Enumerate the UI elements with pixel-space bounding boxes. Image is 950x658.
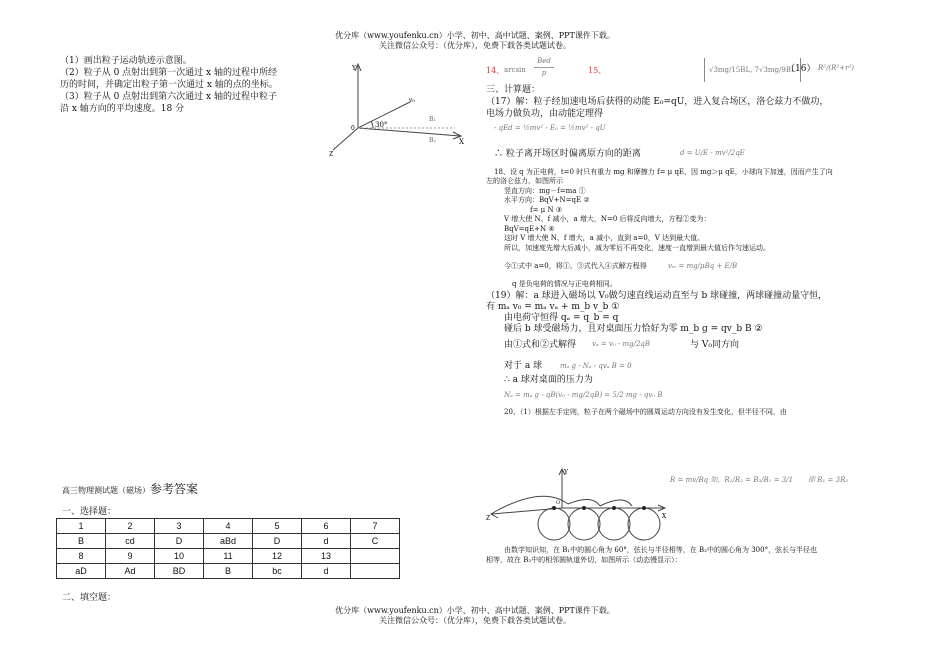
q18-line: 所以，加速度先增大后减小，减为零后不再变化，速度一直增到最大值后作匀速运动。 [504, 244, 770, 252]
fill15-expr: √3mg/15BL, 7√3mg/9BL [704, 58, 801, 82]
q19-line-5-eq: vₐ = v₀ - mg/2qB [592, 340, 651, 348]
q18-line: q 是负电荷的情况与正电荷相同。 [512, 280, 617, 288]
q19-line-3: 由电荷守恒得 qₐ = q_b = q [504, 313, 619, 323]
table-cell: d [302, 534, 351, 549]
header-line-2: 关注微信公众号：（优分库），免费下载各类试题试卷。 [379, 41, 571, 50]
answer-title-small: 高三物理测试题（磁场） [62, 486, 150, 495]
fill14-den: p [541, 69, 547, 77]
table-cell: Ad [106, 564, 155, 579]
table-cell: 4 [204, 519, 253, 534]
q18-line: 竖直方向：mg－f=ma ① [504, 187, 586, 195]
q18-line: V 增大使 N、f 减小，a 增大，N=0 后将反向增大，方程②变为： [504, 215, 711, 223]
orbit-origin-label: O [556, 500, 561, 506]
table-cell: 9 [106, 549, 155, 564]
footer-line-2: 关注微信公众号：（优分库），免费下载各类试题试卷。 [379, 616, 571, 625]
fill14-expr: arcsin [504, 66, 526, 74]
table-cell: C [351, 534, 400, 549]
q18-equation: vₘ = mg/μBq + E/B [668, 262, 738, 270]
table-cell: D [155, 534, 204, 549]
question-line: （1）画出粒子运动轨迹示意图。 [60, 56, 192, 66]
answer-title-big: 参考答案 [150, 482, 199, 496]
table-cell: 10 [155, 549, 204, 564]
table-cell [351, 549, 400, 564]
section-calc: 三、计算题： [486, 85, 541, 95]
q17-conclusion-eq: d = U/E - mv²/2qE [680, 149, 745, 157]
answer-title [62, 478, 198, 497]
orbit-y-label: Y [564, 469, 568, 476]
table-cell [351, 564, 400, 579]
table-cell: aD [57, 564, 106, 579]
table-cell: BD [155, 564, 204, 579]
q20-para-2: 相等，故在 B₂中的相邻圆轨道外切，如图所示（动态慢显示）： [486, 556, 682, 564]
table-cell: bc [253, 564, 302, 579]
b2-label: B₂ [429, 137, 436, 144]
header-line-1: 优分库（www.youfenku.cn）小学、初中、高中试题、案例、PPT课件下载。 [335, 31, 615, 40]
table-cell: 7 [351, 519, 400, 534]
footer-line-1: 优分库（www.youfenku.cn）小学、初中、高中试题、案例、PPT课件下载。 [335, 606, 615, 615]
question-block [60, 55, 278, 115]
table-cell: 8 [57, 549, 106, 564]
q19-line-2: 有 mₐ v₀ = mₐ vₐ + m_b v_b ① [486, 302, 620, 312]
q18-line: 水平方向：BqV+N=qE ② [504, 196, 590, 204]
table-cell: 5 [253, 519, 302, 534]
axes-figure [325, 58, 465, 158]
q17-equation: - qEd = ½mv² - E₀ = ½mv² - qU [494, 124, 606, 132]
table-cell: B [57, 534, 106, 549]
table-cell: D [253, 534, 302, 549]
table-cell: B [204, 564, 253, 579]
q19-line-5: 由①式和②式解得 [504, 340, 577, 350]
question-line: 沿 x 轴方向的平均速度。18 分 [60, 104, 185, 114]
axis-z-label: Z [329, 151, 334, 158]
question-line: 历的时间，并确定出粒子第一次通过 x 轴的点的坐标。 [60, 80, 278, 90]
q18-line: 这时 V 增大使 N、f 增大，a 减小，直到 a=0，V 达到最大值。 [504, 234, 705, 242]
question-line: （2）粒子从 0 点射出到第一次通过 x 轴的过程中所经 [60, 68, 277, 78]
q20-ratio-eq2: 即 R₁ = 3R₂ [808, 476, 849, 484]
q17-line-1: （17）解：粒子经加速电场后获得的动能 E₀=qU，进入复合场区，洛仑兹力不做功， [486, 97, 829, 107]
axis-y-label: Y [352, 65, 356, 72]
fill16-label: （16） [786, 64, 816, 74]
orbit-figure [484, 466, 674, 556]
q20-line-1: 20、（1）根据左手定则，粒子在两个磁场中的圆周运动方向没有发生变化，但半径不同，由 [504, 408, 787, 416]
fill14-num: Bed [537, 57, 551, 65]
answer-table [56, 518, 400, 579]
velocity-label: v₀ [409, 97, 415, 104]
table-cell: 6 [302, 519, 351, 534]
q19-line-8: Nₐ = mₐ g - qB(v₀ - mg/2qB) = 5/2 mg - qv₀ B [504, 391, 663, 399]
q17-conclusion: ∴ 粒子离开场区时偏离原方向的距离 [494, 149, 641, 159]
fill14-bar [534, 67, 554, 68]
question-line: （3）粒子从 0 点射出到第六次通过 x 轴的过程中粒子 [60, 92, 277, 102]
table-row [57, 519, 400, 534]
q18-line: 今①式中 a=0，将①、③式代入④式解方程得 [504, 262, 647, 270]
q18-line: f= μ N ③ [530, 206, 563, 214]
orbit-z-label: Z [486, 515, 491, 522]
table-cell: 13 [302, 549, 351, 564]
table-cell: d [302, 564, 351, 579]
table-cell: cd [106, 534, 155, 549]
axis-x-label: X [459, 138, 464, 146]
table-cell: 12 [253, 549, 302, 564]
fill16-expr: R²/(R²+r²) [818, 64, 854, 72]
q20-ratio-eq: R = mv/Bq 知，R₁/R₂ = B₂/B₁ = 3/1 [670, 476, 794, 484]
section-choice: 一、选择题： [62, 507, 117, 517]
section-fill: 二、填空题： [62, 593, 117, 603]
q18-line: BqV=qE+N ④ [504, 225, 555, 233]
fill14-label: 14、 [486, 66, 505, 75]
table-row [57, 549, 400, 564]
table-row [57, 534, 400, 549]
q18-line: 18、设 q 为正电荷，t=0 时只有重力 mg 和摩擦力 f= μ qE，因 mg＞μ qE，小球向下加速，因而产生了向 [494, 168, 833, 176]
q19-line-1: （19）解：a 球进入磁场以 V₀做匀速直线运动直至与 b 球碰撞，两球碰撞动量守恒， [486, 291, 828, 301]
q19-line-6-eq: mₐ g - Nₐ - qvₐ B = 0 [560, 362, 632, 370]
table-cell: 1 [57, 519, 106, 534]
table-cell: 3 [155, 519, 204, 534]
angle-label: 30° [375, 121, 388, 129]
orbit-x-label: X [662, 513, 667, 520]
table-cell: 2 [106, 519, 155, 534]
q19-line-5-b: 与 V₀同方向 [690, 340, 739, 350]
table-cell: aBd [204, 534, 253, 549]
q17-line-2: 电场力做负功，由动能定理得 [486, 109, 604, 119]
b1-label: B₁ [429, 116, 436, 123]
q19-line-4: 碰后 b 球受磁场力，且对桌面压力恰好为零 m_b g = qv_b B ② [504, 324, 763, 334]
fill15-label: 15、 [588, 66, 607, 75]
table-cell: 11 [204, 549, 253, 564]
q19-line-7: ∴ a 球对桌面的压力为 [504, 375, 593, 385]
q20-para-1: 由数学知识知，在 B₁中的圆心角为 60°，弦长与半径相等，在 B₂中的圆心角为 300°，弦长与半径也 [504, 546, 818, 554]
origin-label: 0 [351, 125, 355, 132]
q18-line: 左的洛仑兹力，如图所示 [486, 177, 563, 185]
table-row [57, 564, 400, 579]
q19-line-6: 对于 a 球 [504, 361, 543, 371]
